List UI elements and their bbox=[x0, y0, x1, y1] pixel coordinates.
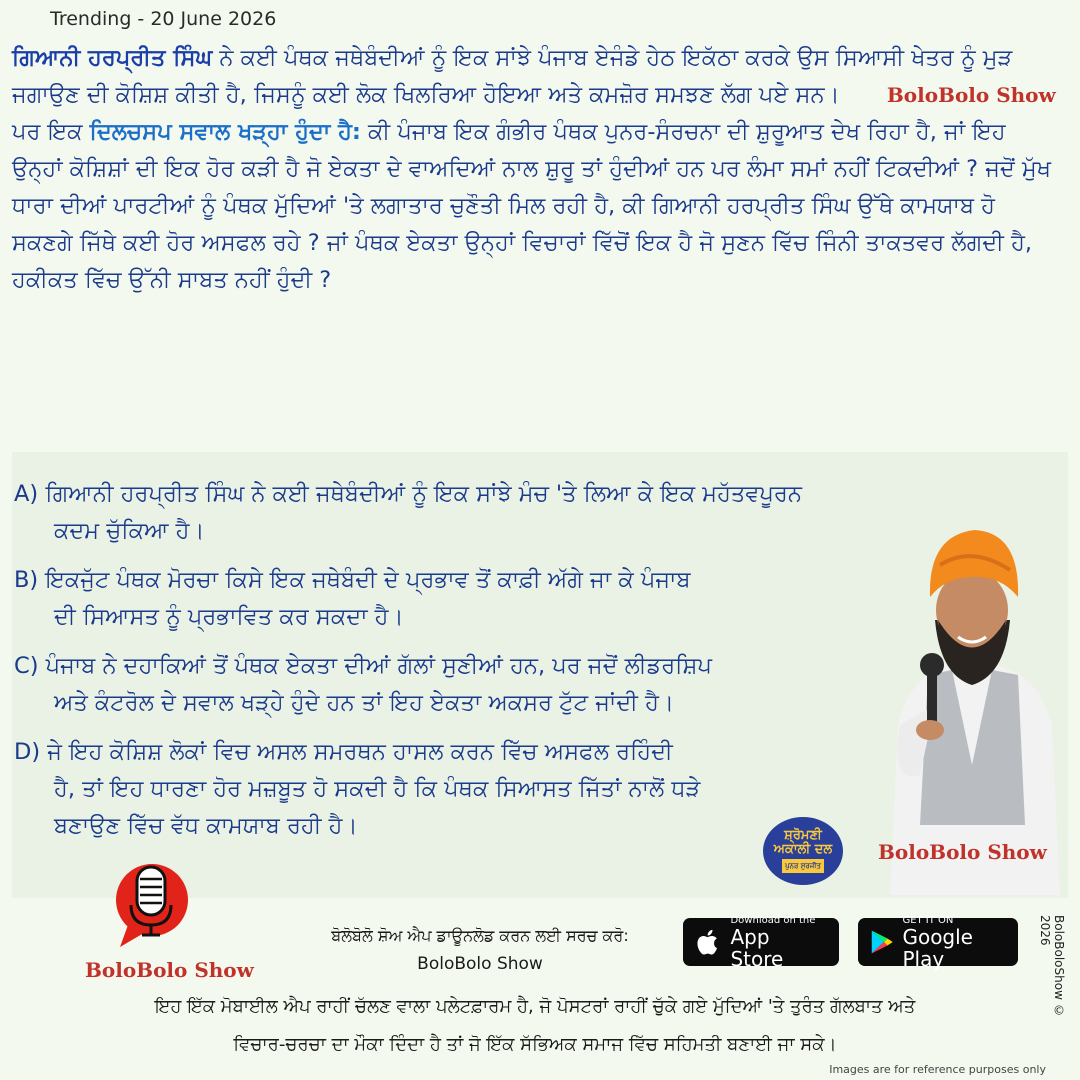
google-play-button[interactable] bbox=[858, 914, 1018, 971]
watermark-inline: BoloBolo Show bbox=[886, 83, 1056, 107]
option-b-line1: B) ਇਕਜੁੱਟ ਪੰਥਕ ਮੋਰਚਾ ਕਿਸੇ ਇਕ ਜਥੇਬੰਦੀ ਦੇ ਪ੍ਰਭਾਵ ਤੋਂ ਕਾਫ਼ੀ ਅੱਗੇ ਜਾ ਕੇ ਪੰਜਾਬ bbox=[14, 567, 691, 593]
search-instruction-text: ਬੋਲੋਬੋਲੋ ਸ਼ੋਅ ਐਪ ਡਾਊਨਲੋਡ ਕਰਨ ਲਈ ਸਰਚ ਕਰੋ: bbox=[331, 926, 629, 945]
microphone-icon bbox=[110, 855, 190, 955]
intro-paragraph bbox=[12, 40, 1062, 299]
app-search-instruction bbox=[300, 922, 660, 978]
copyright-vertical: BoloBoloShow © 2026 bbox=[1038, 915, 1066, 1018]
apple-icon bbox=[695, 927, 722, 957]
option-b-line2: ਦੀ ਸਿਆਸਤ ਨੂੰ ਪ੍ਰਭਾਵਿਤ ਕਰ ਸਕਦਾ ਹੈ। bbox=[54, 604, 404, 630]
option-c-line1: C) ਪੰਜਾਬ ਨੇ ਦਹਾਕਿਆਂ ਤੋਂ ਪੰਥਕ ਏਕਤਾ ਦੀਆਂ ਗੱਲਾਂ ਸੁਣੀਆਂ ਹਨ, ਪਰ ਜਦੋਂ ਲੀਡਰਸ਼ਿਪ bbox=[14, 653, 712, 679]
option-b[interactable] bbox=[14, 562, 894, 636]
app-store-small-label: Download on the bbox=[730, 914, 816, 926]
option-c-line2: ਅਤੇ ਕੰਟਰੋਲ ਦੇ ਸਵਾਲ ਖੜ੍ਹੇ ਹੁੰਦੇ ਹਨ ਤਾਂ ਇਹ ਏਕਤਾ ਅਕਸਰ ਟੁੱਟ ਜਾਂਦੀ ਹੈ। bbox=[54, 690, 675, 716]
footer-description bbox=[40, 988, 1030, 1064]
option-a-line1: A) ਗਿਆਨੀ ਹਰਪ੍ਰੀਤ ਸਿੰਘ ਨੇ ਕਈ ਜਥੇਬੰਦੀਆਂ ਨੂੰ ਇਕ ਸਾਂਝੇ ਮੰਚ 'ਤੇ ਲਿਆ ਕੇ ਇਕ ਮਹੱਤਵਪੂਰਨ bbox=[14, 481, 802, 507]
reference-note: Images are for reference purposes only bbox=[829, 1063, 1046, 1076]
option-c[interactable] bbox=[14, 648, 894, 722]
google-play-icon bbox=[870, 927, 894, 957]
app-brand-name: BoloBolo Show bbox=[417, 954, 543, 974]
intro-text-2-prefix: ਪਰ ਇਕ bbox=[12, 119, 90, 145]
question-highlight: ਦਿਲਚਸਪ ਸਵਾਲ ਖੜ੍ਹਾ ਹੁੰਦਾ ਹੈ: bbox=[89, 119, 361, 145]
footer-line2: ਵਿਚਾਰ-ਚਰਚਾ ਦਾ ਮੌਕਾ ਦਿੰਦਾ ਹੈ ਤਾਂ ਜੋ ਇੱਕ ਸੱਭਿਅਕ ਸਮਾਜ ਵਿੱਚ ਸਹਿਮਤੀ ਬਣਾਈ ਜਾ ਸਕੇ। bbox=[233, 1034, 837, 1055]
badge-line1: ਸ਼੍ਰੋਮਣੀ bbox=[784, 828, 822, 843]
option-d[interactable] bbox=[14, 734, 894, 845]
google-play-label: Google Play bbox=[902, 924, 973, 971]
badge-line2: ਅਕਾਲੀ ਦਲ bbox=[773, 842, 833, 857]
post-date: Trending - 20 June 2026 bbox=[50, 8, 277, 30]
footer-line1: ਇਹ ਇੱਕ ਮੋਬਾਈਲ ਐਪ ਰਾਹੀਂ ਚੱਲਣ ਵਾਲਾ ਪਲੇਟਫ਼ਾਰਮ ਹੈ, ਜੋ ਪੋਸਟਰਾਂ ਰਾਹੀਂ ਚੁੱਕੇ ਗਏ ਮੁੱਦਿਆਂ 'ਤੇ ਤੁਰੰਤ ਗੱਲਬਾਤ ਅਤੇ bbox=[154, 996, 916, 1017]
intro-text-2: ਕੀ ਪੰਜਾਬ ਇਕ ਗੰਭੀਰ ਪੰਥਕ ਪੁਨਰ-ਸੰਰਚਨਾ ਦੀ ਸ਼ੁਰੂਆਤ ਦੇਖ ਰਿਹਾ ਹੈ, ਜਾਂ ਇਹ ਉਨ੍ਹਾਂ ਕੋਸ਼ਿਸ਼ਾਂ ਦੀ ਇਕ ਹੋਰ ਕੜੀ ਹੈ ਜੋ ਏਕਤਾ ਦੇ ਵਾਅਦਿਆਂ ਨਾਲ ਸ਼ੁਰੂ ਤਾਂ ਹੁੰਦੀਆਂ ਹਨ ਪਰ ਲੰਮਾ ਸਮਾਂ ਨਹੀਂ ਟਿਕਦੀਆਂ ? ਜਦੋਂ ਮੁੱਖ ਧਾਰਾ ਦੀਆਂ ਪਾਰਟੀਆਂ ਨੂੰ ਪੰਥਕ ਮੁੱਦਿਆਂ 'ਤੇ ਲਗਾਤਾਰ ਚੁਣੌਤੀ ਮਿਲ ਰਹੀ ਹੈ, ਕੀ ਗਿਆਨੀ ਹਰਪ੍ਰੀਤ ਸਿੰਘ ਉੱਥੇ ਕਾਮਯਾਬ ਹੋ ਸਕਣਗੇ ਜਿੱਥੇ ਕਈ ਹੋਰ ਅਸਫਲ ਰਹੇ ? ਜਾਂ ਪੰਥਕ ਏਕਤਾ ਉਨ੍ਹਾਂ ਵਿਚਾਰਾਂ ਵਿੱਚੋਂ ਇਕ ਹੈ ਜੋ ਸੁਣਨ ਵਿੱਚ ਜਿੰਨੀ ਤਾਕਤਵਰ ਲੱਗਦੀ ਹੈ, ਹਕੀਕਤ ਵਿੱਚ ਉੱਨੀ ਸਾਬਤ ਨਹੀਂ ਹੁੰਦੀ ? bbox=[12, 119, 1052, 293]
app-store-label: App Store bbox=[730, 924, 784, 971]
badge-line3: ਪੁਨਰ ਸੁਰਜੀਤ bbox=[782, 859, 824, 873]
app-store-button[interactable] bbox=[683, 914, 839, 971]
intro-text-1: ਨੇ ਕਈ ਪੰਥਕ ਜਥੇਬੰਦੀਆਂ ਨੂੰ ਇਕ ਸਾਂਝੇ ਪੰਜਾਬ ਏਜੰਡੇ ਹੇਠ ਇਕੱਠਾ ਕਰਕੇ ਉਸ ਸਿਆਸੀ ਖੇਤਰ ਨੂੰ ਮੁੜ ਜਗਾਉਣ ਦੀ ਕੋਸ਼ਿਸ਼ ਕੀਤੀ ਹੈ, ਜਿਸਨੂੰ ਕਈ ਲੋਕ ਖਿਲਰਿਆ ਹੋਇਆ ਅਤੇ ਕਮਜ਼ੋਰ ਸਮਝਣ ਲੱਗ ਪਏ ਸਨ। bbox=[12, 45, 1013, 108]
party-logo-badge bbox=[763, 817, 843, 885]
leader-name: ਗਿਆਨੀ ਹਰਪ੍ਰੀਤ ਸਿੰਘ bbox=[12, 45, 213, 71]
option-d-line3: ਬਣਾਉਣ ਵਿੱਚ ਵੱਧ ਕਾਮਯਾਬ ਰਹੀ ਹੈ। bbox=[54, 813, 358, 839]
watermark-logo: BoloBolo Show bbox=[85, 958, 254, 982]
option-a[interactable] bbox=[14, 476, 894, 550]
option-d-line1: D) ਜੇ ਇਹ ਕੋਸ਼ਿਸ਼ ਲੋਕਾਂ ਵਿਚ ਅਸਲ ਸਮਰਥਨ ਹਾਸਲ ਕਰਨ ਵਿੱਚ ਅਸਫਲ ਰਹਿੰਦੀ bbox=[14, 739, 673, 765]
watermark-right: BoloBolo Show bbox=[878, 840, 1047, 864]
option-d-line2: ਹੈ, ਤਾਂ ਇਹ ਧਾਰਣਾ ਹੋਰ ਮਜ਼ਬੂਤ ਹੋ ਸਕਦੀ ਹੈ ਕਿ ਪੰਥਕ ਸਿਆਸਤ ਜਿੱਤਾਂ ਨਾਲੋਂ ਧੜੇ bbox=[54, 776, 701, 802]
option-a-line2: ਕਦਮ ਚੁੱਕਿਆ ਹੈ। bbox=[54, 518, 205, 544]
google-play-small-label: GET IT ON bbox=[902, 914, 954, 926]
